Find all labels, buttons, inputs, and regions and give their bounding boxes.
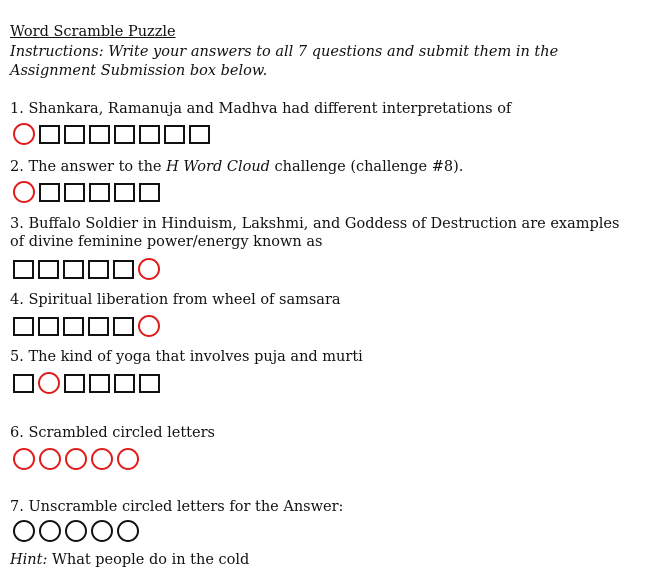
circled-letter-slot[interactable] [138,315,160,337]
answer-letter-circle[interactable] [65,520,87,542]
answer-slots-4[interactable] [13,313,164,339]
question-4: 4. Spiritual liberation from wheel of samsara [10,292,341,308]
letter-box[interactable] [38,260,59,279]
question-7: 7. Unscramble circled letters for the Answer: [10,499,344,515]
letter-box[interactable] [39,125,60,144]
letter-box[interactable] [64,125,85,144]
circled-letter-slot[interactable] [13,123,35,145]
answer-letter-circle[interactable] [13,520,35,542]
letter-box[interactable] [114,183,135,202]
question-1: 1. Shankara, Ramanuja and Madhva had different interpretations of [10,101,512,117]
letter-box[interactable] [38,317,59,336]
letter-box[interactable] [64,374,85,393]
letter-box[interactable] [89,125,110,144]
letter-box[interactable] [13,317,34,336]
letter-box[interactable] [189,125,210,144]
question-2-post: challenge (challenge #8). [269,159,464,175]
letter-box[interactable] [88,317,109,336]
letter-box[interactable] [114,125,135,144]
letter-box[interactable] [13,374,34,393]
answer-slots-3[interactable] [13,256,164,282]
letter-box[interactable] [114,374,135,393]
letter-box[interactable] [139,183,160,202]
circled-letter-slot[interactable] [138,258,160,280]
question-5: 5. The kind of yoga that involves puja and murti [10,349,363,365]
letter-box[interactable] [139,374,160,393]
hint-line [10,552,249,568]
letter-box[interactable] [63,260,84,279]
circled-letter-slot[interactable] [39,448,61,470]
letter-box[interactable] [39,183,60,202]
circled-letter-slot[interactable] [38,372,60,394]
letter-box[interactable] [63,317,84,336]
circled-letter-slot[interactable] [13,181,35,203]
answer-slots-2[interactable] [13,179,164,205]
answer-slots-6[interactable] [13,446,143,472]
question-6: 6. Scrambled circled letters [10,425,215,441]
hint-text: What people do in the cold [47,552,250,568]
answer-slots-5[interactable] [13,370,164,396]
letter-box[interactable] [139,125,160,144]
answer-letter-circle[interactable] [117,520,139,542]
question-3: 3. Buffalo Soldier in Hinduism, Lakshmi, and Goddess of Destruction are examples of divine feminine power/energy known as [10,216,620,250]
circled-letter-slot[interactable] [13,448,35,470]
circled-letter-slot[interactable] [65,448,87,470]
letter-box[interactable] [64,183,85,202]
letter-box[interactable] [89,374,110,393]
answer-letter-circle[interactable] [39,520,61,542]
question-2-italic: H Word Cloud [166,159,270,175]
question-2 [10,158,463,176]
letter-box[interactable] [164,125,185,144]
answer-slots-7[interactable] [13,518,143,544]
puzzle-title: Word Scramble Puzzle [10,24,176,40]
letter-box[interactable] [13,260,34,279]
letter-box[interactable] [113,260,134,279]
answer-letter-circle[interactable] [91,520,113,542]
instructions-text: Instructions: Write your answers to all 7 questions and submit them in the Assignment Submission box below. [10,44,559,79]
question-2-pre: 2. The answer to the [10,159,167,175]
answer-slots-1[interactable] [13,121,214,147]
circled-letter-slot[interactable] [117,448,139,470]
circled-letter-slot[interactable] [91,448,113,470]
hint-label: Hint: [10,552,48,568]
letter-box[interactable] [89,183,110,202]
letter-box[interactable] [113,317,134,336]
letter-box[interactable] [88,260,109,279]
